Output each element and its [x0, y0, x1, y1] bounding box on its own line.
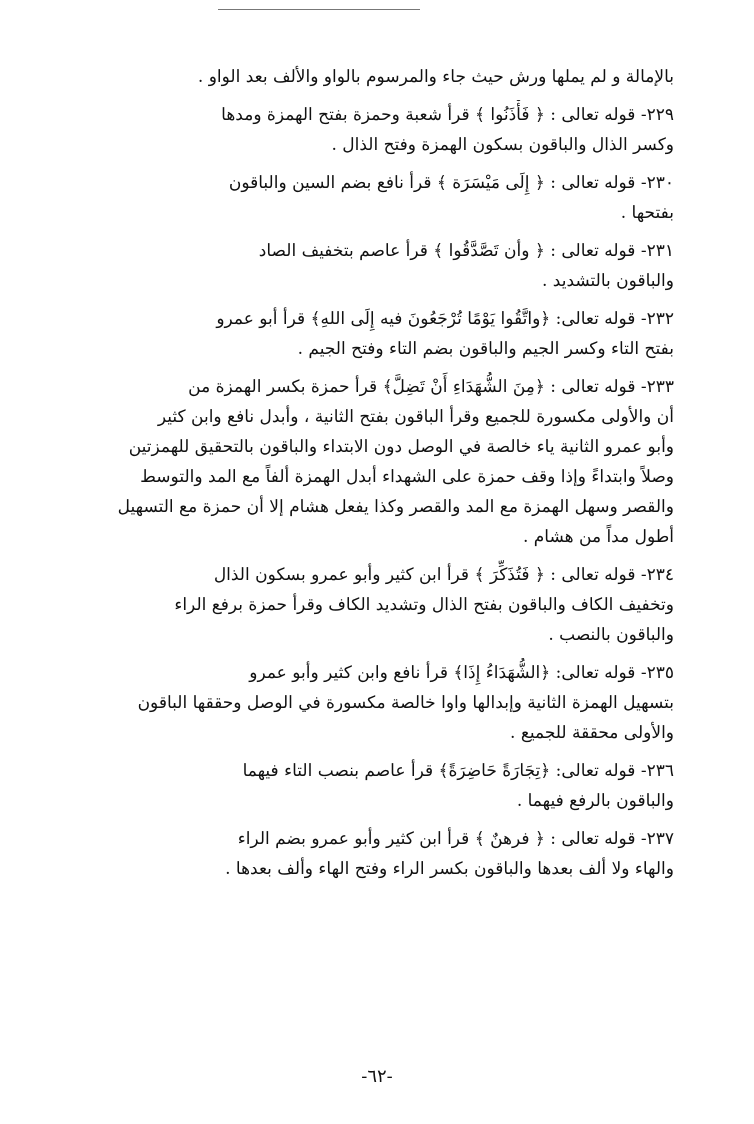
text-line: وأبو عمرو الثانية ياء خالصة في الوصل دون الابتداء والباقون بالتحقيق للهمزتين — [128, 437, 674, 457]
text-line: والأولى محققة للجميع . — [510, 723, 674, 743]
text-line: ٢٣٤- قوله تعالى : ﴿ فَتُذَكِّرَ ﴾ قرأ ابن كثير وأبو عمرو بسكون الذال — [213, 565, 674, 585]
text-line: والباقون بالنصب . — [548, 625, 674, 645]
text-line: وصلاً وابتداءً وإذا وقف حمزة على الشهداء أبدل الهمزة ألفاً مع المد والتوسط — [140, 467, 674, 487]
page-number: -٦٢- — [361, 1066, 393, 1087]
text-line: ٢٣٢- قوله تعالى: ﴿واتَّقُوا يَوْمًا تُرْجَعُونَ فيه إِلَى اللهِ﴾ قرأ أبو عمرو — [216, 309, 674, 329]
entry — [74, 236, 674, 296]
entry — [74, 756, 674, 816]
text-line: بالإمالة و لم يملها ورش حيث جاء والمرسوم بالواو والألف بعد الواو . — [197, 67, 674, 87]
text-line: أن والأولى مكسورة للجميع وقرأ الباقون بفتح الثانية ، وأبدل نافع وابن كثير — [157, 407, 674, 427]
text-line: ٢٣٥- قوله تعالى: ﴿الشُّهَدَاءُ إِذَا﴾ قرأ نافع وابن كثير وأبو عمرو — [249, 663, 674, 683]
entry — [74, 824, 674, 884]
text-line: والهاء ولا ألف بعدها والباقون بكسر الراء وفتح الهاء وألف بعدها . — [225, 859, 674, 879]
text-line: وتخفيف الكاف والباقون بفتح الذال وتشديد الكاف وقرأ حمزة برفع الراء — [174, 595, 674, 615]
text-line: ٢٣٣- قوله تعالى : ﴿مِنَ الشُّهَدَاءِ أَنْ تَضِلَّ﴾ قرأ حمزة بكسر الهمزة من — [188, 377, 674, 397]
text-line: والباقون بالرفع فيهما . — [516, 791, 674, 811]
page-body — [74, 62, 674, 884]
text-line: ٢٣١- قوله تعالى : ﴿ وأن تَصَّدَّقُوا ﴾ قرأ عاصم بتخفيف الصاد — [258, 241, 674, 261]
text-line: بفتح التاء وكسر الجيم والباقون بضم التاء وفتح الجيم . — [297, 339, 674, 359]
entry — [74, 372, 674, 552]
top-rule — [218, 9, 420, 10]
entry — [74, 62, 674, 92]
entry — [74, 304, 674, 364]
entry — [74, 658, 674, 748]
entry — [74, 100, 674, 160]
text-line: وكسر الذال والباقون بسكون الهمزة وفتح الذال . — [331, 135, 674, 155]
text-line: ٢٣٠- قوله تعالى : ﴿ إِلَى مَيْسَرَة ﴾ قرأ نافع بضم السين والباقون — [228, 173, 674, 193]
text-line: ٢٣٦- قوله تعالى: ﴿تِجَارَةً حَاضِرَةً﴾ قرأ عاصم بنصب التاء فيهما — [242, 761, 674, 781]
text-line: أطول مداً من هشام . — [522, 527, 674, 547]
text-line: ٢٣٧- قوله تعالى : ﴿ فرهنٌ ﴾ قرأ ابن كثير وأبو عمرو بضم الراء — [237, 829, 674, 849]
text-line: والقصر وسهل الهمزة مع المد والقصر وكذا يفعل هشام إلا أن حمزة مع التسهيل — [117, 497, 674, 517]
text-line: بفتحها . — [620, 203, 674, 223]
entry — [74, 560, 674, 650]
text-line: بتسهيل الهمزة الثانية وإبدالها واوا خالصة مكسورة في الوصل وحققها الباقون — [137, 693, 674, 713]
entry — [74, 168, 674, 228]
text-line: والباقون بالتشديد . — [542, 271, 674, 291]
text-line: ٢٢٩- قوله تعالى : ﴿ فَأْذَنُوا ﴾ قرأ شعبة وحمزة بفتح الهمزة ومدها — [221, 105, 674, 125]
